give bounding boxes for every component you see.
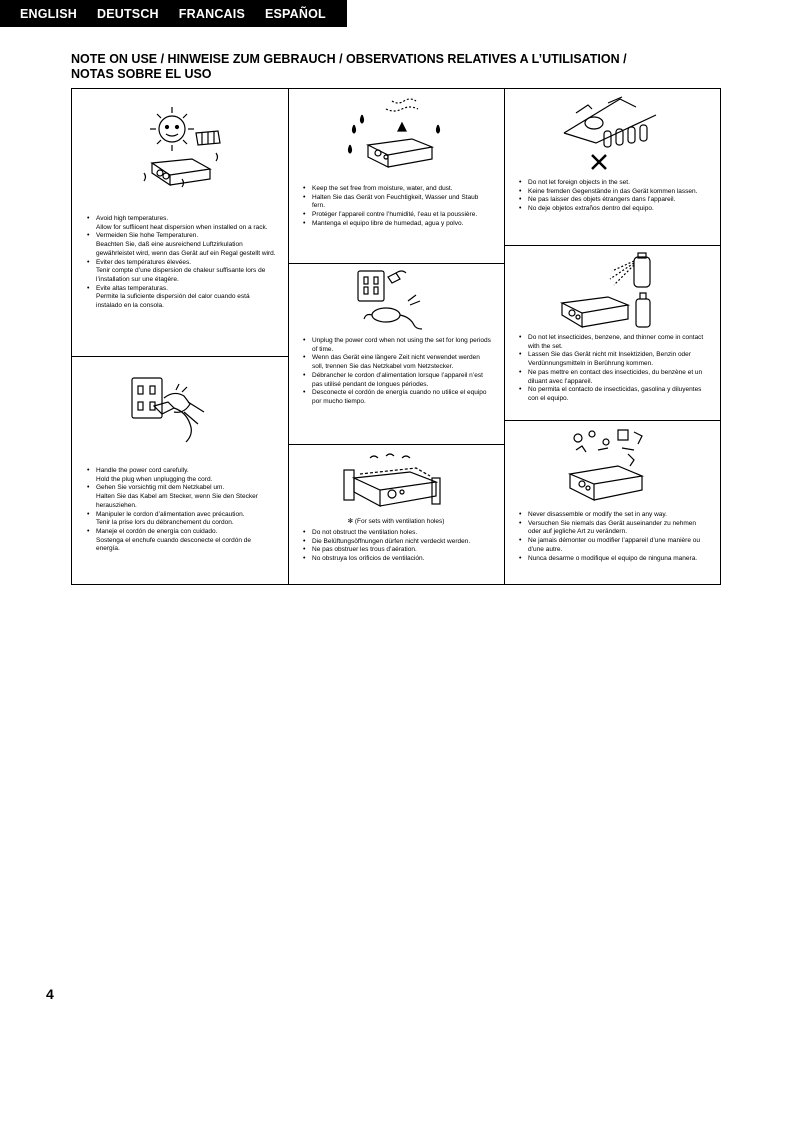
list-item: [518, 369, 708, 386]
ventilation-list: [302, 529, 492, 564]
list-item: [86, 511, 276, 528]
heat-item-fr: Eviter des températures élevées.: [96, 258, 192, 266]
cell-insecticide: [504, 245, 720, 420]
list-item: [86, 215, 276, 232]
list-item: [518, 334, 708, 351]
insecticide-item-fr: Ne pas mettre en contact des insecticides, du benzène et un diluant avec l’appareil.: [528, 368, 703, 385]
list-item: [302, 185, 492, 194]
cord-item-fr: Manipuler le cordon d’alimentation avec précaution.: [96, 510, 245, 518]
disassemble-item-en: Never disassemble or modify the set in any way.: [528, 511, 667, 518]
cell-ventilation: [288, 444, 504, 586]
list-item: [518, 555, 708, 564]
cord-list: [86, 467, 276, 554]
lang-deutsch: DEUTSCH: [96, 6, 159, 21]
moisture-list: [302, 185, 492, 229]
unplug-list: [302, 337, 492, 407]
list-item: [518, 351, 708, 368]
disassemble-item-de: Versuchen Sie niemals das Gerät auseinander zu nehmen oder auf jegliche Art zu verändern.: [528, 519, 697, 536]
disassembled-parts-illustration: [558, 424, 658, 504]
foreign-item-es: No deje objetos extraños dentro del equipo.: [528, 205, 654, 213]
insecticide-list: [518, 334, 708, 404]
heat-item-es: Evite altas temperaturas.: [96, 284, 168, 292]
list-item: [302, 211, 492, 220]
cell-moisture: [288, 89, 504, 263]
foreign-item-en: Do not let foreign objects in the set.: [528, 179, 630, 186]
list-item: [518, 386, 708, 403]
insecticide-item-de: Lassen Sie das Gerät nicht mit Insektiziden, Benzin oder Verdünnungsmitteln in Berührung kommen.: [528, 351, 691, 368]
heat-item-en: Avoid high temperatures.: [96, 215, 169, 222]
list-item: [302, 529, 492, 538]
vent-item-de: Die Belüftungsöffnungen dürfen nicht verdeckt werden.: [312, 537, 471, 545]
foreign-list: [518, 179, 708, 214]
list-item: [86, 467, 276, 484]
cord-item-en-sub: Hold the plug when unplugging the cord.: [96, 475, 213, 483]
list-item: [518, 205, 708, 214]
list-item: [302, 389, 492, 406]
cord-item-de: Gehen Sie vorsichtig mit dem Netzkabel um.: [96, 484, 225, 492]
water-dust-illustration: [342, 95, 452, 171]
moisture-item-fr: Protéger l’appareil contre l’humidité, l’eau et la poussière.: [312, 211, 478, 219]
unplugged-cord-illustration: [346, 267, 436, 331]
lang-francais: FRANCAIS: [178, 6, 245, 21]
disassemble-list: [518, 511, 708, 563]
page-number: 4: [46, 986, 54, 1002]
disassemble-item-fr: Ne jamais démonter ou modifier l’appareil d’une manière ou d’une autre.: [528, 537, 700, 553]
list-item: [86, 285, 276, 311]
list-item: [518, 537, 708, 554]
moisture-item-de: Halten Sie das Gerät von Feuchtigkeit, Wasser und Staub fern.: [312, 193, 479, 210]
foreign-item-fr: Ne pas laisser des objets étrangers dans l’appareil.: [528, 196, 676, 204]
cord-item-fr-sub: Tenir la prise lors du débranchement du cordon.: [96, 519, 234, 527]
list-item: [302, 354, 492, 371]
list-item: [302, 220, 492, 229]
cell-disassemble: [504, 420, 720, 586]
vent-item-en: Do not obstruct the ventilation holes.: [312, 529, 418, 536]
unplug-item-es: Desconecte el cordón de energía cuando no utilice el equipo por mucho tiempo.: [312, 389, 487, 405]
cell-handle-cord: [72, 356, 288, 586]
page-title: [71, 52, 731, 82]
vent-item-es: No obstruya los orificios de ventilación.: [312, 555, 425, 563]
list-item: [302, 546, 492, 555]
spray-can-illustration: [552, 251, 664, 331]
list-item: [302, 555, 492, 564]
list-item: [302, 372, 492, 389]
lang-english: ENGLISH: [20, 6, 77, 21]
cell-unplug: [288, 263, 504, 444]
sun-heat-illustration: [130, 103, 230, 195]
heat-item-en-sub: Allow for suffiicent heat dispersion when installed on a rack.: [96, 223, 268, 231]
list-item: [86, 259, 276, 285]
insecticide-item-es: No permita el contacto de insecticidas, gasolina y diluyentes con el equipo.: [528, 386, 702, 402]
list-item: [518, 520, 708, 537]
heat-item-de: Vermeiden Sie hohe Temperaturen.: [96, 232, 199, 240]
list-item: [86, 484, 276, 510]
cord-item-de-sub: Halten Sie das Kabel am Stecker, wenn Sie den Stecker herausziehen.: [96, 493, 258, 509]
lang-espanol: ESPAÑOL: [264, 6, 326, 21]
list-item: [518, 196, 708, 205]
cord-item-es: Maneje el cordón de energía con cuidado.: [96, 527, 218, 535]
list-item: [518, 511, 708, 520]
list-item: [518, 188, 708, 197]
ventilation-note: ✻ (For sets with ventilation holes): [347, 518, 445, 525]
foreign-objects-illustration: [556, 93, 666, 171]
cord-item-es-sub: Sostenga el enchufe cuando desconecte el cordón de energía.: [96, 536, 252, 553]
list-item: [302, 538, 492, 547]
cord-item-en: Handle the power cord carefully.: [96, 467, 189, 474]
list-item: [302, 194, 492, 211]
heat-item-fr-sub: Tenir compte d’une dispersion de chaleur suffisante lors de l’installation sur une étagère.: [96, 267, 266, 283]
moisture-item-en: Keep the set free from moisture, water, and dust.: [312, 185, 453, 192]
list-item: [86, 232, 276, 258]
plug-hand-illustration: [124, 372, 214, 448]
list-item: [86, 528, 276, 554]
unplug-item-de: Wenn das Gerät eine längere Zeit nicht verwendet werden soll, trennen Sie das Netzkabel vom Netzstecker.: [312, 354, 480, 371]
unplug-item-fr: Débrancher le cordon d’alimentation lorsque l’appareil n’est pas utilisé pendant de longues périodes.: [312, 371, 483, 388]
moisture-item-es: Mantenga el equipo libre de humedad, agua y polvo.: [312, 219, 464, 227]
vent-item-fr: Ne pas obstruer les trous d’aération.: [312, 546, 417, 554]
cell-avoid-heat: [72, 89, 288, 356]
language-bar: [0, 0, 347, 27]
notes-table: [71, 88, 721, 585]
heat-item-de-sub: Beachten Sie, daß eine ausreichend Luftzirkulation gewährleistet wird, wenn das Gerät auf ein Regal gestellt wird.: [96, 241, 276, 257]
disassemble-item-es: Nunca desarme o modifique el equipo de ninguna manera.: [528, 554, 698, 562]
list-item: [302, 337, 492, 354]
heat-item-es-sub: Permite la suficiente dispersión del calor cuando está instalado en la consola.: [96, 293, 250, 310]
title-line-2: NOTAS SOBRE EL USO: [71, 67, 212, 81]
heat-list: [86, 215, 276, 311]
insecticide-item-en: Do not let insecticides, benzene, and thinner come in contact with the set.: [528, 334, 704, 350]
blocked-vents-illustration: [340, 450, 444, 512]
unplug-item-en: Unplug the power cord when not using the set for long periods of time.: [312, 337, 491, 353]
list-item: [518, 179, 708, 188]
foreign-item-de: Keine fremden Gegenstände in das Gerät kommen lassen.: [528, 187, 698, 195]
title-line-1: NOTE ON USE / HINWEISE ZUM GEBRAUCH / OBSERVATIONS RELATIVES A L’UTILISATION /: [71, 52, 627, 66]
cell-foreign-objects: [504, 89, 720, 245]
